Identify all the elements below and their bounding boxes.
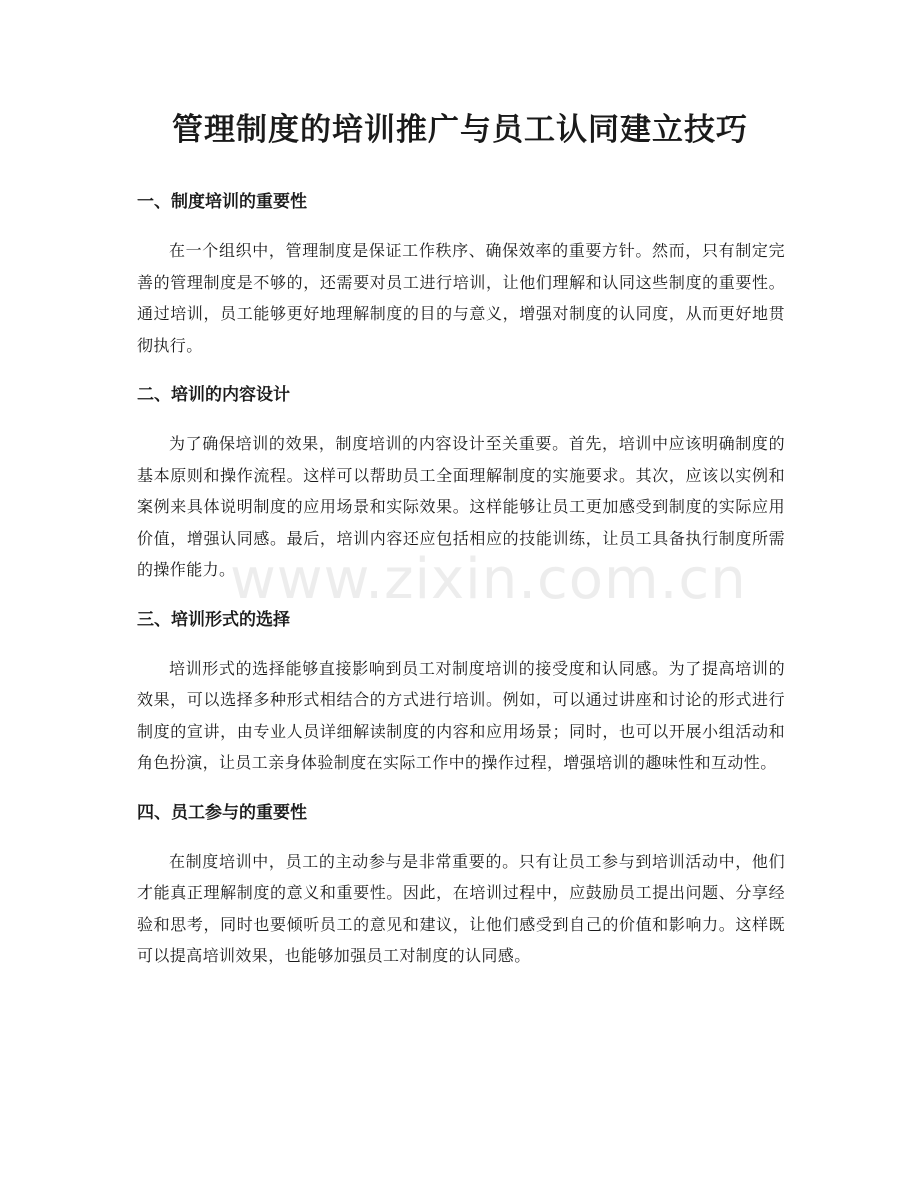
section-paragraph: 培训形式的选择能够直接影响到员工对制度培训的接受度和认同感。为了提高培训的效果，可以选择多种形式相结合的方式进行培训。例如，可以通过讲座和讨论的形式进行制度的宣讲，由专业人员详细解读制度的内容和应用场景；同时，也可以开展小组活动和角色扮演，让员工亲身体验制度在实际工作中的操作过程，增强培训的趣味性和互动性。 bbox=[137, 658, 785, 772]
section-paragraph: 在制度培训中，员工的主动参与是非常重要的。只有让员工参与到培训活动中，他们才能真正理解制度的意义和重要性。因此，在培训过程中，应鼓励员工提出问题、分享经验和思考，同时也要倾听员工的意见和建议，让他们感受到自己的价值和影响力。这样既可以提高培训效果，也能够加强员工对制度的认同感。 bbox=[137, 851, 785, 965]
section-2 bbox=[137, 380, 785, 586]
section-heading: 三、培训形式的选择 bbox=[137, 609, 290, 630]
section-heading: 一、制度培训的重要性 bbox=[137, 192, 307, 212]
document-title: 管理制度的培训推广与员工认同建立技巧 bbox=[172, 112, 748, 148]
section-paragraph: 为了确保培训的效果，制度培训的内容设计至关重要。首先，培训中应该明确制度的基本原则和操作流程。这样可以帮助员工全面理解制度的实施要求。其次，应该以实例和案例来具体说明制度的应用场景和实际效果。这样能够让员工更加感受到制度的实际应用价值，增强认同感。最后，培训内容还应包括相应的技能训练，让员工具备执行制度所需的操作能力。 bbox=[137, 434, 785, 579]
document-content bbox=[137, 187, 785, 991]
section-1 bbox=[137, 187, 785, 361]
section-paragraph: 在一个组织中，管理制度是保证工作秩序、确保效率的重要方针。然而，只有制定完善的管理制度是不够的，还需要对员工进行培训，让他们理解和认同这些制度的重要性。通过培训，员工能够更好地理解制度的目的与意义，增强对制度的认同度，从而更好地贯彻执行。 bbox=[137, 241, 785, 355]
watermark: www.zixin.com.cn bbox=[230, 547, 747, 612]
section-heading: 二、培训的内容设计 bbox=[137, 385, 290, 405]
section-heading: 四、员工参与的重要性 bbox=[137, 802, 307, 823]
section-4 bbox=[137, 798, 785, 972]
section-3 bbox=[137, 605, 785, 779]
